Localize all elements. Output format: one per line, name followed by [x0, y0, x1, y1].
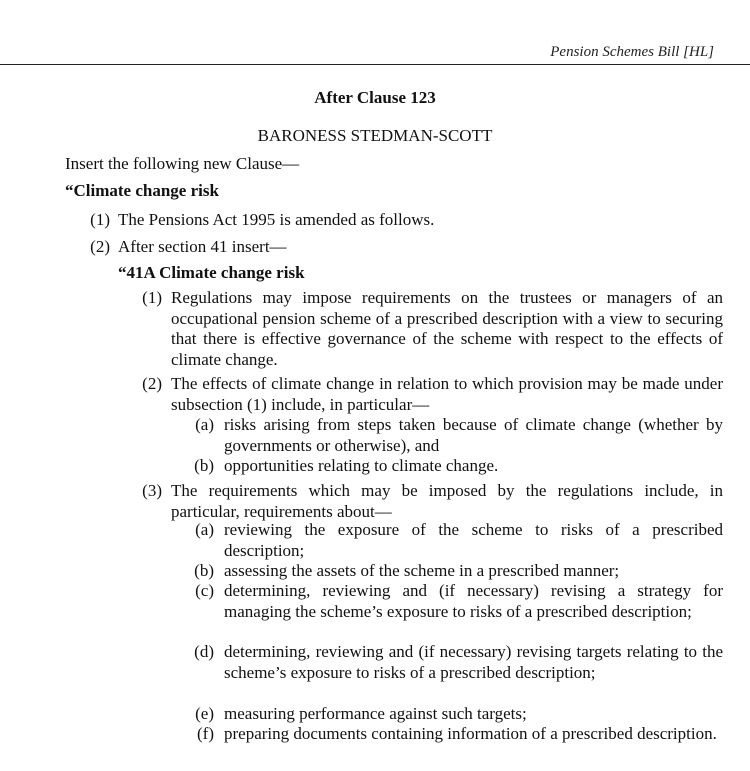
amendment-heading: After Clause 123: [314, 88, 436, 107]
paragraph-number: (b): [194, 561, 214, 580]
paragraph-text: assessing the assets of the scheme in a prescribed manner;: [224, 561, 620, 580]
subsection-text: The Pensions Act 1995 is amended as follows.: [118, 210, 435, 229]
subsection-text: After section 41 insert—: [118, 237, 287, 256]
paragraph-number: (c): [195, 581, 214, 600]
paragraph-number: (e): [195, 704, 214, 723]
subsection-number: (1): [90, 210, 110, 229]
paragraph-text: opportunities relating to climate change.: [224, 456, 499, 475]
header-rule: [0, 64, 750, 65]
section-subsection-text: The requirements which may be imposed by the regulations include, in particular, requirements about—: [171, 481, 723, 521]
subsection-number: (2): [90, 237, 110, 256]
new-clause-title: “Climate change risk: [65, 181, 219, 200]
paragraph-text: determining, reviewing and (if necessary) revising a strategy for managing the scheme’s exposure to risks of a prescribed description;: [224, 581, 723, 621]
section-subsection-text: The effects of climate change in relation to which provision may be made under subsection (1) include, in particular—: [171, 374, 723, 414]
paragraph-text: measuring performance against such targets;: [224, 704, 527, 723]
running-header-title: Pension Schemes Bill [HL]: [550, 44, 714, 60]
amendment-instruction: Insert the following new Clause—: [65, 154, 300, 173]
paragraph-text: reviewing the exposure of the scheme to risks of a prescribed description;: [224, 520, 723, 560]
section-subsection-text: Regulations may impose requirements on the trustees or managers of an occupational pension scheme of a prescribed description with a view to securing that there is effective governance of the scheme with respect to the effects of climate change.: [171, 288, 723, 369]
amendment-sponsor: BARONESS STEDMAN-SCOTT: [257, 126, 493, 145]
section-subsection-number: (2): [142, 374, 162, 393]
inserted-section-title: “41A Climate change risk: [118, 263, 305, 282]
paragraph-text: determining, reviewing and (if necessary) revising targets relating to the scheme’s exposure to risks of a prescribed description;: [224, 642, 723, 682]
section-subsection-number: (1): [142, 288, 162, 307]
paragraph-number: (b): [194, 456, 214, 475]
section-subsection-number: (3): [142, 481, 162, 500]
paragraph-number: (a): [195, 520, 214, 539]
paragraph-text: preparing documents containing information of a prescribed description.: [224, 724, 717, 743]
paragraph-number: (a): [195, 415, 214, 434]
paragraph-number: (d): [194, 642, 214, 661]
paragraph-number: (f): [197, 724, 214, 743]
paragraph-text: risks arising from steps taken because of climate change (whether by governments or otherwise), and: [224, 415, 723, 455]
